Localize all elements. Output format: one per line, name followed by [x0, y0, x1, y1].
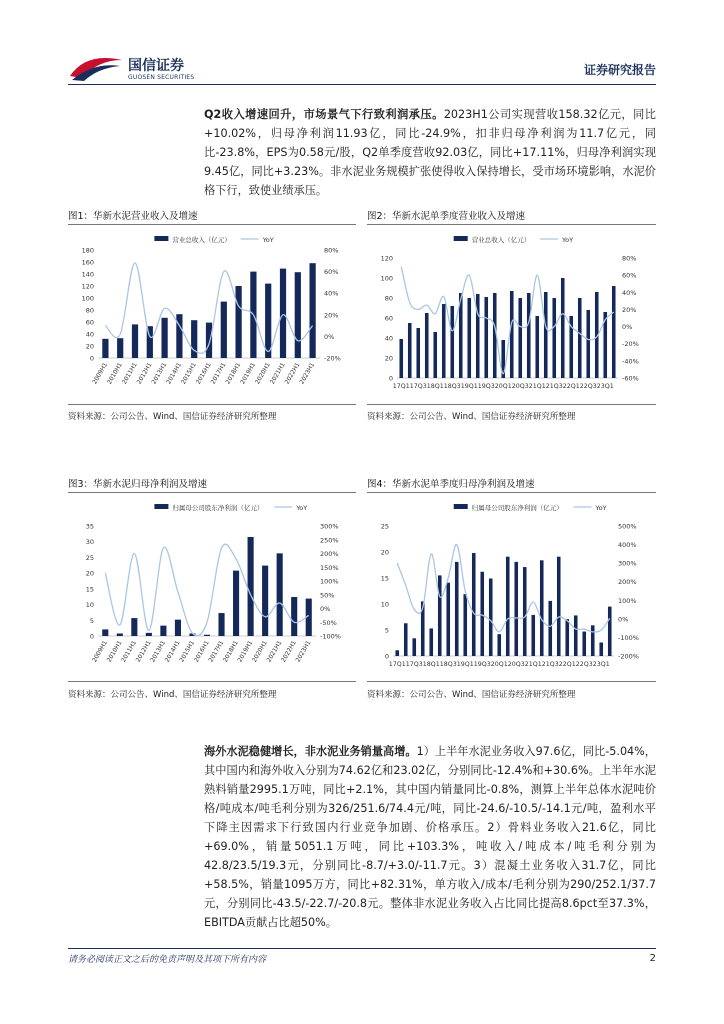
x-tick-label: 19Q1 — [460, 383, 478, 390]
bar-21Q1 — [535, 316, 539, 378]
bar-18Q1 — [429, 628, 433, 656]
report-type: 证券研究报告 — [583, 63, 656, 77]
legend-line-label: YoY — [262, 236, 274, 244]
y-tick-label: 15 — [85, 585, 94, 594]
y-tick-label: 60 — [85, 318, 94, 327]
x-tick-label: 2021H1 — [268, 361, 287, 386]
bar-19Q4 — [489, 579, 493, 656]
x-tick-label: 2014H1 — [165, 361, 184, 386]
y-tick-label: 35 — [85, 522, 94, 531]
y2-tick-label: -50% — [320, 618, 337, 627]
x-tick-label: 22Q1 — [562, 383, 580, 390]
bar-21Q1 — [531, 615, 535, 656]
y-tick-label: 80 — [384, 294, 393, 303]
yoy-line — [397, 544, 610, 632]
y-tick-label: 120 — [380, 254, 393, 263]
x-tick-label: 2013H1 — [150, 361, 169, 386]
paragraph-business-lead: 海外水泥稳健增长，非水泥业务销量高增。 — [204, 745, 417, 758]
y2-tick-label: 80% — [622, 254, 637, 263]
bar-17Q1 — [399, 339, 403, 378]
bar-19Q2 — [472, 553, 476, 656]
figure-3-source-line — [68, 681, 356, 682]
x-tick-label: 2015H1 — [178, 639, 197, 664]
legend-bar-label: 营业总收入（亿元） — [172, 236, 231, 244]
y2-tick-label: 0% — [324, 332, 335, 341]
x-tick-label: 2015H1 — [180, 361, 198, 386]
bar-2022H1 — [295, 272, 301, 358]
paragraph-business — [204, 742, 656, 932]
x-tick-label: 2018H1 — [224, 361, 243, 386]
legend-line-label: YoY — [595, 504, 607, 512]
bar-2021H1 — [277, 553, 283, 636]
bar-23Q2 — [608, 607, 612, 656]
footer-divider — [68, 948, 656, 949]
y-tick-label: 140 — [81, 270, 94, 279]
bar-17Q3 — [416, 328, 420, 378]
legend-bar-swatch — [154, 504, 168, 509]
figure-4-source-line — [367, 681, 656, 682]
bar-18Q3 — [446, 583, 450, 656]
bar-17Q2 — [408, 323, 412, 378]
bar-20Q3 — [518, 298, 522, 378]
x-tick-label: 2023H1 — [294, 639, 313, 664]
figure-1-title-line — [68, 224, 356, 225]
bar-20Q2 — [510, 291, 514, 378]
bar-20Q2 — [506, 557, 510, 656]
x-tick-label: 20Q3 — [511, 383, 529, 390]
bar-22Q2 — [578, 298, 582, 378]
x-tick-label: 20Q1 — [494, 383, 512, 390]
x-tick-label: 2023H1 — [298, 361, 317, 386]
x-tick-label: 2009H1 — [91, 639, 109, 664]
bar-2013H1 — [161, 318, 167, 358]
x-tick-label: 17Q1 — [392, 383, 410, 390]
x-tick-label: 21Q1 — [524, 661, 542, 668]
y-tick-label: 25 — [85, 553, 94, 562]
bar-18Q2 — [442, 304, 446, 378]
x-tick-label: 19Q3 — [477, 383, 495, 390]
bar-17Q4 — [425, 313, 429, 378]
y2-tick-label: 60% — [324, 268, 339, 277]
bar-2021H1 — [280, 269, 286, 358]
chart-profit-h1 — [68, 496, 356, 678]
bar-18Q1 — [433, 332, 437, 378]
legend-line-label: YoY — [562, 236, 574, 244]
bar-2019H1 — [248, 537, 254, 636]
bar-19Q1 — [467, 298, 471, 378]
y2-tick-label: 20% — [622, 305, 637, 314]
figure-2-title-line — [367, 224, 656, 225]
y-tick-label: 20 — [380, 548, 389, 557]
y2-tick-label: -20% — [324, 354, 341, 363]
page-number: 2 — [649, 953, 656, 964]
figure-2-source: 资料来源：公司公告、Wind、国信证券经济研究所整理 — [367, 412, 576, 422]
y2-tick-label: 100% — [320, 577, 339, 586]
figure-1-title: 图1：华新水泥营业收入及增速 — [68, 211, 198, 222]
x-tick-label: 18Q1 — [426, 383, 444, 390]
bar-19Q3 — [480, 572, 484, 656]
x-tick-label: 2010H1 — [105, 639, 124, 664]
figure-4-source: 资料来源：公司公告、Wind、国信证券经济研究所整理 — [367, 690, 576, 700]
x-tick-label: 18Q1 — [422, 661, 440, 668]
x-tick-label: 20Q1 — [490, 661, 508, 668]
bar-21Q4 — [561, 278, 565, 378]
legend-bar-swatch — [154, 236, 168, 241]
x-tick-label: 22Q3 — [575, 661, 593, 668]
y2-tick-label: -60% — [622, 374, 639, 383]
figure-3-title: 图3：华新水泥归母净利润及增速 — [68, 479, 208, 490]
bar-21Q2 — [540, 560, 544, 656]
y-tick-label: 60 — [384, 314, 393, 323]
bar-21Q3 — [548, 601, 552, 656]
x-tick-label: 2019H1 — [236, 639, 255, 664]
y-tick-label: 120 — [81, 282, 94, 291]
x-tick-label: 21Q1 — [528, 383, 546, 390]
bar-21Q2 — [544, 292, 548, 378]
bar-19Q3 — [484, 297, 488, 378]
x-tick-label: 17Q1 — [388, 661, 406, 668]
x-tick-label: 21Q3 — [545, 383, 563, 390]
bar-21Q3 — [552, 298, 556, 378]
bar-22Q3 — [586, 310, 590, 378]
y2-tick-label: 200% — [320, 550, 339, 558]
y2-tick-label: 300% — [320, 522, 339, 531]
bar-2020H1 — [265, 284, 271, 358]
bar-22Q3 — [582, 632, 586, 656]
x-tick-label: 2009H1 — [91, 361, 110, 386]
x-tick-label: 2019H1 — [239, 361, 258, 386]
figure-3-source: 资料来源：公司公告、Wind、国信证券经济研究所整理 — [68, 690, 277, 700]
bar-17Q2 — [404, 623, 408, 656]
y-tick-label: 25 — [380, 522, 389, 531]
y2-tick-label: 60% — [622, 271, 637, 280]
y2-tick-label: 0% — [618, 615, 629, 624]
x-tick-label: 2012H1 — [134, 639, 153, 664]
bar-23Q1 — [599, 642, 603, 656]
paragraph-revenue-body: 2023H1公司实现营收158.32亿元，同比+10.02%，归母净利润11.93亿，同比-24.9%，扣非归母净利润为11.7亿元，同比-23.8%，EPS为0.58元/股，Q2单季度营收92.03亿，同比+17.11%，归母净利润实现9.45亿，同比+3.23%。非水泥业务规模扩张使得收入保持增长，受市场环境影响，水泥价格下行，致使业绩承压。 — [204, 108, 656, 197]
bar-21Q4 — [557, 557, 561, 656]
legend-bar-label: 营业总收入（亿元） — [471, 236, 531, 244]
x-tick-label: 19Q3 — [473, 661, 491, 668]
bar-2018H1 — [233, 571, 239, 636]
y-tick-label: 0 — [384, 652, 389, 661]
bar-2011H1 — [132, 324, 138, 358]
paragraph-revenue-lead: Q2收入增速回升，市场景气下行致利润承压。 — [204, 108, 444, 121]
x-tick-label: 21Q3 — [541, 661, 559, 668]
legend-bar-label: 归属母公司股东净利润（亿元） — [471, 504, 563, 512]
figure-2-source-line — [367, 404, 656, 405]
y-tick-label: 0 — [89, 354, 94, 363]
y-tick-label: 20 — [384, 354, 393, 363]
bar-2014H1 — [175, 620, 181, 636]
y-tick-label: 0 — [388, 374, 393, 383]
y2-tick-label: 300% — [618, 559, 637, 568]
x-tick-label: 2020H1 — [250, 639, 269, 664]
bar-2016H1 — [204, 635, 210, 636]
y-tick-label: 5 — [384, 626, 389, 635]
x-tick-label: 2022H1 — [283, 361, 302, 386]
y-tick-label: 160 — [81, 258, 94, 267]
y2-tick-label: 150% — [320, 563, 339, 572]
paragraph-revenue — [204, 105, 656, 200]
bar-2011H1 — [131, 618, 137, 636]
x-tick-label: 2011H1 — [120, 639, 139, 664]
y-tick-label: 40 — [85, 330, 94, 339]
bar-22Q2 — [574, 615, 578, 656]
x-tick-label: 22Q3 — [579, 383, 597, 390]
y-tick-label: 20 — [85, 342, 94, 351]
bar-2020H1 — [262, 566, 268, 636]
company-name-en: GUOSEN SECURITIES — [128, 74, 195, 81]
y-tick-label: 10 — [380, 600, 389, 609]
x-tick-label: 2021H1 — [265, 639, 284, 664]
y-tick-label: 30 — [85, 538, 94, 547]
x-tick-label: 23Q1 — [592, 661, 610, 668]
x-tick-label: 22Q1 — [558, 661, 576, 668]
y-tick-label: 180 — [81, 246, 94, 255]
bar-17Q1 — [395, 650, 399, 656]
y2-tick-label: 100% — [618, 596, 637, 605]
y-tick-label: 15 — [380, 574, 389, 583]
bar-17Q3 — [412, 638, 416, 656]
header-divider — [68, 84, 656, 85]
y-tick-label: 0 — [89, 632, 94, 641]
x-tick-label: 2017H1 — [209, 361, 228, 386]
x-tick-label: 2017H1 — [207, 639, 226, 664]
company-name-cn: 国信证券 — [128, 58, 184, 74]
y-tick-label: 40 — [384, 334, 393, 343]
bar-2017H1 — [221, 302, 227, 358]
header — [0, 0, 724, 90]
y2-tick-label: 500% — [618, 522, 637, 531]
x-tick-label: 23Q1 — [596, 383, 614, 390]
x-tick-label: 18Q3 — [439, 661, 457, 668]
legend-bar-label: 归属母公司股东净利润（亿元） — [172, 504, 264, 512]
x-tick-label: 2020H1 — [254, 361, 272, 386]
x-tick-label: 17Q3 — [409, 383, 427, 390]
x-tick-label: 2022H1 — [280, 639, 298, 664]
bar-2010H1 — [117, 633, 123, 636]
x-tick-label: 2014H1 — [163, 639, 182, 664]
bar-20Q3 — [514, 562, 518, 656]
bar-18Q4 — [455, 562, 459, 656]
y2-tick-label: 80% — [324, 246, 339, 255]
x-tick-label: 18Q3 — [443, 383, 461, 390]
bar-2009H1 — [102, 339, 108, 358]
x-tick-label: 17Q3 — [405, 661, 423, 668]
bar-2022H1 — [291, 597, 297, 636]
bar-2012H1 — [146, 633, 152, 636]
bar-2009H1 — [102, 629, 108, 636]
yoy-line — [401, 267, 614, 374]
figure-1-source: 资料来源：公司公告、Wind、国信证券经济研究所整理 — [68, 412, 277, 422]
y2-tick-label: 400% — [618, 541, 637, 550]
legend-bar-swatch — [454, 236, 468, 241]
bar-2014H1 — [176, 314, 182, 358]
legend-bar-swatch — [454, 504, 468, 509]
x-tick-label: 19Q1 — [456, 661, 474, 668]
bar-2018H1 — [235, 286, 241, 358]
x-tick-label: 2012H1 — [135, 361, 154, 386]
x-tick-label: 2018H1 — [221, 639, 240, 664]
chart-revenue-quarterly — [367, 228, 656, 400]
figure-4-title: 图4：华新水泥单季度归母净利润及增速 — [367, 479, 535, 490]
chart-profit-quarterly — [367, 496, 656, 678]
bar-20Q4 — [523, 567, 527, 656]
bar-19Q1 — [463, 594, 467, 656]
x-tick-label: 2016H1 — [192, 639, 211, 664]
y2-tick-label: -200% — [618, 652, 639, 661]
x-tick-label: 20Q3 — [507, 661, 525, 668]
x-tick-label: 2010H1 — [106, 361, 124, 386]
guosen-logo-icon — [68, 52, 124, 82]
figure-4-title-line — [367, 492, 656, 493]
figure-1-source-line — [68, 404, 356, 405]
bar-2010H1 — [117, 338, 123, 358]
footer-disclaimer: 请务必阅读正文之后的免责声明及其项下所有内容 — [68, 955, 267, 965]
y-tick-label: 100 — [81, 294, 94, 303]
y2-tick-label: -40% — [622, 357, 639, 366]
x-tick-label: 2016H1 — [194, 361, 213, 386]
y2-tick-label: 20% — [324, 311, 339, 320]
y2-tick-label: 0% — [622, 323, 633, 332]
y2-tick-label: -100% — [618, 633, 639, 642]
y-tick-label: 10 — [85, 601, 94, 610]
y-tick-label: 100 — [380, 274, 393, 283]
figure-2-title: 图2：华新水泥单季度营业收入及增速 — [367, 211, 526, 222]
x-tick-label: 2013H1 — [149, 639, 168, 664]
bar-23Q2 — [612, 286, 616, 378]
bar-18Q2 — [438, 575, 442, 656]
y2-tick-label: 40% — [324, 289, 339, 298]
bar-20Q1 — [497, 634, 501, 656]
chart-revenue-h1 — [68, 228, 356, 400]
bar-2016H1 — [206, 323, 212, 358]
x-tick-label: 2011H1 — [120, 361, 139, 386]
y2-tick-label: -20% — [622, 340, 639, 349]
y2-tick-label: 40% — [622, 288, 637, 297]
legend-line-label: YoY — [296, 504, 308, 512]
bar-2023H1 — [309, 263, 315, 358]
bar-2013H1 — [160, 626, 166, 636]
y-tick-label: 5 — [89, 616, 94, 625]
y2-tick-label: 50% — [320, 591, 335, 600]
paragraph-business-body: 1）上半年水泥业务收入97.6亿，同比-5.04%，其中国内和海外收入分别为74.62亿和23.02亿，分别同比-12.4%和+30.6%。上半年水泥熟料销量2995.1万吨，同比+2.1%，其中国内销量同比-0.8%，测算上半年总体水泥吨价格/吨成本/吨毛利分别为326/251.6/74.4元/吨，同比-24.6/-10.5/-14.1元/吨，盈利水平下降主因需求下行致国内行业竞争加剧、价格承压。2）骨料业务收入21.6亿，同比+69.0%，销量5051.1万吨，同比+103.3%，吨收入/吨成本/吨毛利分别为42.8/23.5/19.3元，分别同比-8.7/+3.0/-11.7元。3）混凝土业务收入31.7亿，同比+58.5%，销量1095万方，同比+82.31%，单方收入/成本/毛利分别为290/252.1/37.7元，分别同比-43.5/-22.7/-20.8元。整体非水泥业务收入占比同比提高8.6pct至37.3%，EBITDA贡献占比超50%。 — [204, 745, 656, 929]
y-tick-label: 80 — [85, 306, 94, 315]
y2-tick-label: 0% — [320, 605, 331, 613]
bar-18Q3 — [450, 306, 454, 378]
figure-3-title-line — [68, 492, 356, 493]
bar-20Q4 — [527, 293, 531, 378]
y2-tick-label: -100% — [320, 632, 341, 641]
bar-22Q1 — [565, 619, 569, 656]
y2-tick-label: 200% — [618, 578, 637, 587]
y-tick-label: 20 — [85, 569, 94, 578]
bar-2017H1 — [218, 613, 224, 636]
y2-tick-label: 250% — [320, 536, 339, 545]
bar-22Q4 — [591, 625, 595, 656]
